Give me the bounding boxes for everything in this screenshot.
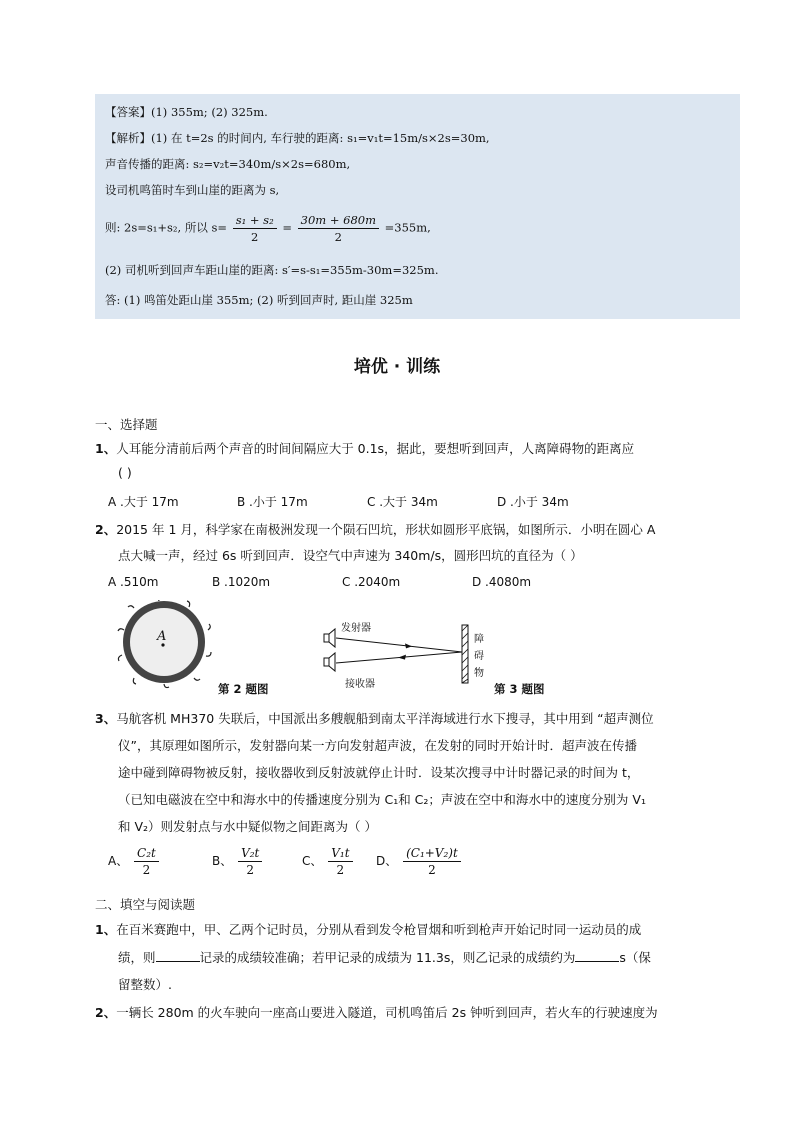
analysis-line-4-prefix: 则: 2s=s₁+s₂, 所以 s= [105, 220, 228, 235]
q3-option-a [108, 845, 161, 878]
analysis-line-6: 答: (1) 鸣笛处距山崖 355m; (2) 听到回声时, 距山崖 325m [105, 293, 413, 307]
p2-q1-line-2 [118, 948, 651, 966]
q3-line-2: 仪”，其原理如图所示，发射器向某一方向发射超声波，在发射的同时开始计时．超声波在传播 [118, 738, 637, 753]
q3-line-3: 途中碰到障碍物被反射，接收器收到反射波就停止计时．设某次搜寻中计时器记录的时间为 t， [118, 765, 640, 780]
caption-q3: 第 3 题图 [494, 682, 545, 696]
q1-option-c: C .大于 34m [367, 495, 438, 509]
q3-line-4: （已知电磁波在空中和海水中的传播速度分别为 C₁和 C₂；声波在空中和海水中的速度分别为 V₁ [118, 792, 646, 807]
part2-heading: 二、填空与阅读题 [95, 897, 196, 912]
fraction-numerator: C₂t [134, 845, 159, 862]
q1-option-a: A .大于 17m [108, 495, 179, 509]
analysis-line-4-suffix: =355m, [384, 220, 431, 235]
fraction-values [298, 212, 379, 245]
obstacle-label-2: 碍 [474, 651, 484, 662]
q3-text-1: 马航客机 MH370 失联后，中国派出多艘舰船到南太平洋海域进行水下搜寻，其中用到 “超声测位 [116, 711, 654, 726]
p2-q1-text-2b: 记录的成绩较准确；若甲记录的成绩为 11.3s，则乙记录的成绩约为 [199, 950, 576, 965]
receiver-label: 接收器 [345, 679, 375, 690]
crater-figure [104, 600, 224, 690]
question-number: 2、 [95, 522, 117, 537]
option-fraction [238, 845, 262, 878]
equals-sign: = [282, 220, 292, 235]
fraction-denominator: 2 [142, 863, 151, 877]
analysis-line-2: 声音传播的距离: s₂=v₂t=340m/s×2s=680m, [105, 157, 351, 171]
p2-q1-text-2a: 绩，则 [118, 950, 156, 965]
p2-q1-line-3: 留整数）. [118, 977, 172, 992]
option-fraction [134, 845, 159, 878]
p2-q2-line-1 [95, 1003, 658, 1021]
section-title: 培优 · 训练 [353, 357, 441, 377]
p2-q1-line-1 [95, 920, 641, 938]
obstacle-wall [462, 625, 468, 683]
option-label: C、 [302, 854, 323, 868]
answer-box [95, 94, 740, 319]
q3-option-c [302, 845, 355, 878]
receiver-speaker-icon [324, 653, 335, 671]
q3-option-d [376, 845, 463, 878]
option-fraction [403, 845, 461, 878]
question-number: 3、 [95, 711, 117, 726]
obstacle-label-3: 物 [474, 668, 484, 679]
p2-q2-text-1: 一辆长 280m 的火车驶向一座高山要进入隧道，司机鸣笛后 2s 钟听到回声，若火车的行驶速度为 [116, 1005, 658, 1020]
analysis-line-1: 【解析】(1) 在 t=2s 的时间内, 车行驶的距离: s₁=v₁t=15m/s×2s=30m, [105, 131, 490, 145]
analysis-line-5: (2) 司机听到回声车距山崖的距离: s′=s-s₁=355m-30m=325m. [105, 263, 439, 277]
q2-line-1 [95, 520, 655, 538]
fraction-numerator: (C₁+V₂)t [403, 845, 461, 862]
fraction-numerator: V₂t [238, 845, 262, 862]
fraction-denominator: 2 [428, 863, 436, 877]
answer-line: 【答案】(1) 355m; (2) 325m. [105, 105, 268, 119]
center-label: A [157, 629, 167, 644]
fraction-numerator: s₁ + s₂ [233, 212, 277, 229]
question-number: 1、 [95, 922, 117, 937]
obstacle-label-1: 障 [474, 634, 484, 645]
q2-text-1: 2015 年 1 月，科学家在南极洲发现一个陨石凹坑，形状如圆形平底锅，如图所示．小明在圆心 A [116, 522, 656, 537]
q1-text-1: 人耳能分清前后两个声音的时间间隔应大于 0.1s，据此，要想听到回声，人离障碍物的距离应 [116, 441, 635, 456]
q1-line-2: ( ) [118, 465, 132, 480]
q2-option-a: A .510m [108, 575, 159, 589]
option-label: D、 [376, 854, 398, 868]
fraction-numerator: 30m + 680m [298, 212, 379, 229]
fraction-denominator: 2 [251, 230, 259, 244]
q3-option-b [212, 845, 264, 878]
p2-q1-text-2c: s（保 [619, 950, 651, 965]
part1-heading: 一、选择题 [95, 417, 158, 432]
answer-blank[interactable] [575, 949, 619, 962]
answer-blank[interactable] [156, 949, 200, 962]
option-label: B、 [212, 854, 233, 868]
q1-option-d: D .小于 34m [497, 495, 569, 509]
option-fraction [328, 845, 352, 878]
q2-line-2: 点大喊一声，经过 6s 听到回声．设空气中声速为 340m/s，圆形凹坑的直径为（ ） [118, 548, 583, 563]
option-label: A、 [108, 854, 129, 868]
fraction-denominator: 2 [336, 863, 345, 877]
question-number: 1、 [95, 441, 117, 456]
caption-q2: 第 2 题图 [218, 682, 269, 696]
q2-option-d: D .4080m [472, 575, 532, 589]
analysis-line-3: 设司机鸣笛时车到山崖的距离为 s, [105, 183, 280, 197]
q2-option-c: C .2040m [342, 575, 401, 589]
q3-line-5: 和 V₂）则发射点与水中疑似物之间距离为（ ） [118, 819, 378, 834]
q2-option-b: B .1020m [212, 575, 271, 589]
fraction-numerator: V₁t [328, 845, 352, 862]
q1-option-b: B .小于 17m [237, 495, 308, 509]
q3-line-1 [95, 709, 654, 727]
fraction-denominator: 2 [246, 863, 255, 877]
q1-line-1 [95, 439, 634, 457]
question-number: 2、 [95, 1005, 117, 1020]
fraction-denominator: 2 [334, 230, 342, 244]
p2-q1-text-1: 在百米赛跑中，甲、乙两个记时员，分别从看到发令枪冒烟和听到枪声开始记时同一运动员的成 [116, 922, 642, 937]
analysis-line-4 [105, 212, 431, 245]
emitter-speaker-icon [324, 629, 335, 647]
fraction-s1-s2 [233, 212, 277, 245]
emitted-wave-line [336, 638, 462, 652]
emitter-label: 发射器 [341, 623, 371, 634]
